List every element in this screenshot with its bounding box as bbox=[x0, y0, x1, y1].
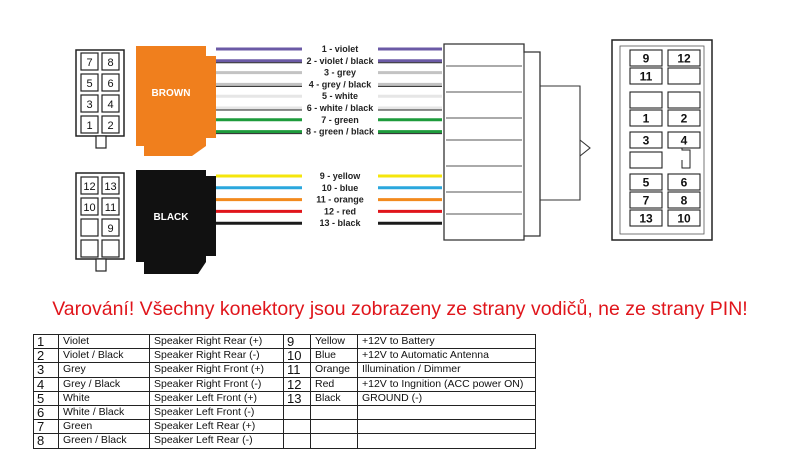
wire-label: 4 - grey / black bbox=[308, 79, 372, 90]
black-connector-label: BLACK bbox=[153, 212, 189, 223]
wire-color bbox=[311, 420, 358, 434]
pin-function: Speaker Left Front (-) bbox=[150, 405, 284, 419]
warning-text: Varování! Všechny konektory jsou zobrazeny ze strany vodičů, ne ze strany PIN! bbox=[52, 298, 748, 320]
pin-table-row bbox=[34, 391, 536, 405]
pin-function: Speaker Right Front (+) bbox=[150, 363, 284, 377]
pin-function: Speaker Left Rear (-) bbox=[150, 434, 284, 448]
brown-connector-pin-number: 5 bbox=[86, 78, 93, 90]
black-connector-pin bbox=[81, 240, 98, 257]
brown-connector-body bbox=[136, 46, 216, 156]
pin-table-row bbox=[34, 363, 536, 377]
brown-connector-pin-number: 7 bbox=[86, 57, 93, 69]
pin-function bbox=[358, 420, 536, 434]
wire-color: Grey bbox=[59, 363, 150, 377]
iso-pin bbox=[668, 92, 700, 108]
iso-pin-number: 12 bbox=[677, 51, 691, 66]
wire-color: Green bbox=[59, 420, 150, 434]
pin-function: GROUND (-) bbox=[358, 391, 536, 405]
pin-table-row bbox=[34, 434, 536, 448]
iso-pin-number: 10 bbox=[677, 211, 691, 226]
pin-number: 7 bbox=[34, 420, 59, 434]
pin-number: 9 bbox=[284, 335, 311, 349]
iso-pin-number: 7 bbox=[642, 193, 650, 208]
iso-pin-number: 5 bbox=[642, 175, 650, 190]
pin-function: +12V to Ingnition (ACC power ON) bbox=[358, 377, 536, 391]
black-connector-body bbox=[136, 170, 216, 274]
brown-connector-pin-number: 1 bbox=[86, 120, 93, 132]
black-connector-pin-number: 13 bbox=[104, 181, 117, 193]
pin-number: 13 bbox=[284, 391, 311, 405]
wire-color: White bbox=[59, 391, 150, 405]
wire-color: Orange bbox=[311, 363, 358, 377]
wire-color: Violet / Black bbox=[59, 349, 150, 363]
pin-number: 6 bbox=[34, 405, 59, 419]
pin-number: 2 bbox=[34, 349, 59, 363]
iso-pin bbox=[630, 152, 662, 168]
pin-table-row bbox=[34, 335, 536, 349]
wire-label: 11 - orange bbox=[316, 194, 364, 205]
pin-number: 8 bbox=[34, 434, 59, 448]
brown-connector-pin-number: 3 bbox=[86, 99, 93, 111]
wire-label: 10 - blue bbox=[321, 182, 359, 193]
pin-table-row bbox=[34, 405, 536, 419]
iso-pin-number: 6 bbox=[680, 175, 688, 190]
wire-color: Violet bbox=[59, 335, 150, 349]
pin-number: 5 bbox=[34, 391, 59, 405]
pin-number: 11 bbox=[284, 363, 311, 377]
iso-plug-side bbox=[444, 44, 590, 240]
brown-connector-face bbox=[76, 50, 124, 148]
pin-function: Speaker Right Rear (+) bbox=[150, 335, 284, 349]
brown-connector-pin-number: 4 bbox=[107, 99, 114, 111]
brown-connector-pin-number: 8 bbox=[107, 57, 114, 69]
wire-label: 6 - white / black bbox=[306, 103, 374, 113]
black-connector-pin-number: 12 bbox=[83, 181, 96, 193]
pin-function: Speaker Right Rear (-) bbox=[150, 349, 284, 363]
iso-pin-number: 11 bbox=[639, 69, 653, 84]
wire-color bbox=[311, 434, 358, 448]
pin-number bbox=[284, 434, 311, 448]
wire-label: 3 - grey bbox=[323, 67, 357, 78]
iso-connector-face bbox=[612, 40, 712, 240]
pin-table-row bbox=[34, 349, 536, 363]
wire-color: Green / Black bbox=[59, 434, 150, 448]
wire-color: Red bbox=[311, 377, 358, 391]
wire-label: 12 - red bbox=[323, 206, 357, 217]
iso-pin-number: 2 bbox=[680, 111, 688, 126]
black-connector-pin-number: 11 bbox=[104, 202, 117, 214]
black-connector-pin-number: 9 bbox=[107, 223, 114, 235]
black-connector-pin bbox=[81, 219, 98, 236]
pin-function: Speaker Left Front (+) bbox=[150, 391, 284, 405]
pin-number bbox=[284, 420, 311, 434]
brown-connector-pin-number: 6 bbox=[107, 78, 114, 90]
wire-group bbox=[216, 44, 442, 228]
brown-connector-pin-number: 2 bbox=[107, 120, 114, 132]
wire-color: White / Black bbox=[59, 405, 150, 419]
pin-number bbox=[284, 405, 311, 419]
pin-number: 10 bbox=[284, 349, 311, 363]
pin-number: 3 bbox=[34, 363, 59, 377]
wire-label: 5 - white bbox=[321, 91, 359, 102]
wire-color: Blue bbox=[311, 349, 358, 363]
wire-label: 9 - yellow bbox=[319, 171, 361, 181]
pin-function: +12V to Battery bbox=[358, 335, 536, 349]
iso-pin bbox=[630, 92, 662, 108]
iso-pin-number: 13 bbox=[639, 211, 653, 226]
pin-function: Speaker Left Rear (+) bbox=[150, 420, 284, 434]
pin-function: Illumination / Dimmer bbox=[358, 363, 536, 377]
pin-table-row bbox=[34, 420, 536, 434]
black-connector-face bbox=[76, 173, 124, 271]
iso-pin-number: 3 bbox=[642, 133, 650, 148]
wire-label: 2 - violet / black bbox=[306, 55, 374, 66]
pin-number: 12 bbox=[284, 377, 311, 391]
pin-table bbox=[33, 334, 536, 449]
wire-label: 13 - black bbox=[319, 218, 361, 229]
wire-color: Yellow bbox=[311, 335, 358, 349]
pin-function: Speaker Right Front (-) bbox=[150, 377, 284, 391]
wire-label: 7 - green bbox=[321, 114, 359, 125]
black-connector-pin-number: 10 bbox=[83, 202, 96, 214]
iso-pin-number: 8 bbox=[680, 193, 688, 208]
pin-number: 4 bbox=[34, 377, 59, 391]
wire-label: 1 - violet bbox=[321, 44, 359, 54]
pin-function bbox=[358, 405, 536, 419]
brown-connector-label: BROWN bbox=[151, 88, 191, 99]
wire-color bbox=[311, 405, 358, 419]
wire-label: 8 - green / black bbox=[305, 126, 375, 137]
wire-color: Grey / Black bbox=[59, 377, 150, 391]
iso-pin-number: 4 bbox=[680, 133, 688, 148]
iso-pin bbox=[668, 68, 700, 84]
pin-number: 1 bbox=[34, 335, 59, 349]
wire-color: Black bbox=[311, 391, 358, 405]
black-connector-pin bbox=[102, 240, 119, 257]
iso-pin-number: 9 bbox=[642, 51, 650, 66]
iso-pin-number: 1 bbox=[642, 111, 650, 126]
pin-function: +12V to Automatic Antenna bbox=[358, 349, 536, 363]
pin-table-row bbox=[34, 377, 536, 391]
pin-function bbox=[358, 434, 536, 448]
